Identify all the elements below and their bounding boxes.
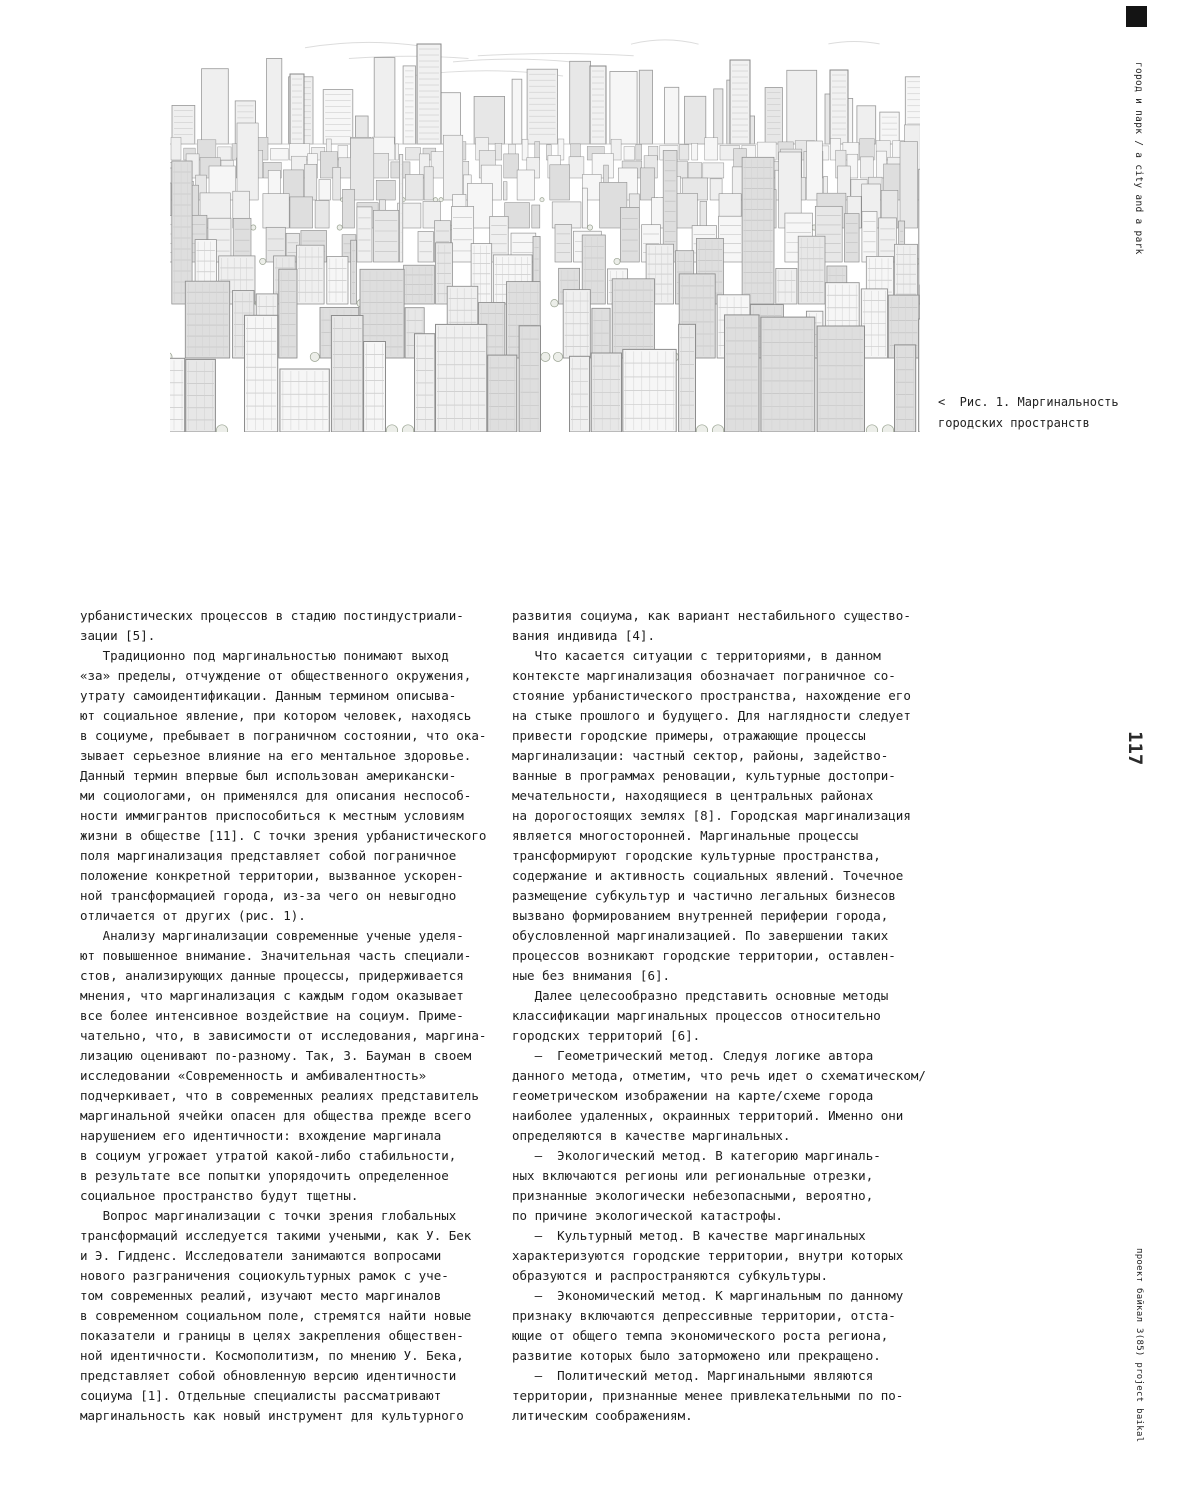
article-column-right: развития социума, как вариант нестабильного существо- вания индивида [4]. Что касается ситуации с территориями, в данном контексте маргинализация обозначает пограничное со- стояние урбанистического пространства, нахождение его на стыке прошлого и будущего. Для наглядности следует привести городские примеры, отражающие процессы маргинализации: частный сектор, районы, задейство- ванные в программах реновации, культурные достопри- мечательности, находящиеся в центральных районах на дорогостоящих землях [8]. Городская маргинализация является многосторонней. Маргинальные процессы трансформируют городские культурные пространства, содержание и активность социальных явлений. Точечное размещение субкультур и частично легальных бизнесов вызвано формированием внутренней периферии города, обусловленной маргинализацией. По завершении таких процессов возникают городские территории, оставлен- ные без внимания [6]. Далее целесообразно представить основные методы классификации маргинальных процессов относительно городских территорий [6]. – Геометрический метод. Следуя логике автора данного метода, отметим, что речь идет о схематическом/ геометрическом изображении на карте/схеме города наиболее удаленных, окраинных территорий. Именно они определяются в качестве маргинальных. – Экологический метод. В категорию маргиналь- ных включаются регионы или региональные отрезки, признанные экологически небезопасными, вероятно, по причине экологической катастрофы. – Культурный метод. В качестве маргинальных характеризуются городские территории, внутри которых образуются и распространяются субкультуры. – Экономический метод. К маргинальным по данному признаку включаются депрессивные территории, отста- ющие от общего темпа экономического роста региона, развитие которых было заторможено или прекращено. – Политический метод. Маргинальными являются территории, признанные менее привлекательными по по- литическим соображениям. (512, 608, 926, 1423)
figure-caption: < Рис. 1. Маргинальность городских пространств (938, 395, 1119, 430)
figure-1 (170, 28, 920, 432)
page-number: 117 (1124, 731, 1146, 766)
corner-marker (1126, 6, 1147, 27)
rubric-vertical-label: город и парк / a city and a park (1133, 62, 1144, 255)
journal-vertical-label: проект байкал 3(85) project baikal (1134, 1248, 1144, 1443)
article-column-left: урбанистических процессов в стадию постиндустриали- зации [5]. Традиционно под маргинальностью понимают выход «за» пределы, отчуждение от общественного окружения, утрату самоидентификации. Данным термином описыва- ют социальное явление, при котором человек, находясь в социуме, пребывает в пограничном состоянии, что ока- зывает серьезное влияние на его ментальное здоровье. Данный термин впервые был использован американски- ми социологами, он применялся для описания неспособ- ности иммигрантов приспособиться к местным условиям жизни в обществе [11]. С точки зрения урбанистического поля маргинализация представляет собой пограничное положение конкретной территории, вызванное ускорен- ной трансформацией города, из-за чего он невыгодно отличается от других (рис. 1). Анализу маргинализации современные ученые уделя- ют повышенное внимание. Значительная часть специали- стов, анализирующих данные процессы, придерживается мнения, что маргинализация с каждым годом оказывает все более интенсивное воздействие на социум. Приме- чательно, что, в зависимости от исследования, маргина- лизацию оценивают по-разному. Так, З. Бауман в своем исследовании «Современность и амбивалентность» подчеркивает, что в современных реалиях представитель маргинальной ячейки опасен для общества прежде всего нарушением его идентичности: вхождение маргинала в социум угрожает утратой какой-либо стабильности, в результате все попытки упорядочить определенное социальное пространство будут тщетны. Вопрос маргинализации с точки зрения глобальных трансформаций исследуется такими учеными, как У. Бек и Э. Гидденс. Исследователи занимаются вопросами нового разграничения социокультурных рамок с уче- том современных реалий, изучают место маргиналов в современном социальном поле, стремятся найти новые показатели и границы в целях закрепления обществен- ной идентичности. Космополитизм, по мнению У. Бека, представляет собой обновленную версию идентичности социума [1]. Отдельные специалисты рассматривают маргинальность как новый инструмент для культурного (80, 608, 487, 1423)
city-sketch-svg (170, 28, 920, 432)
